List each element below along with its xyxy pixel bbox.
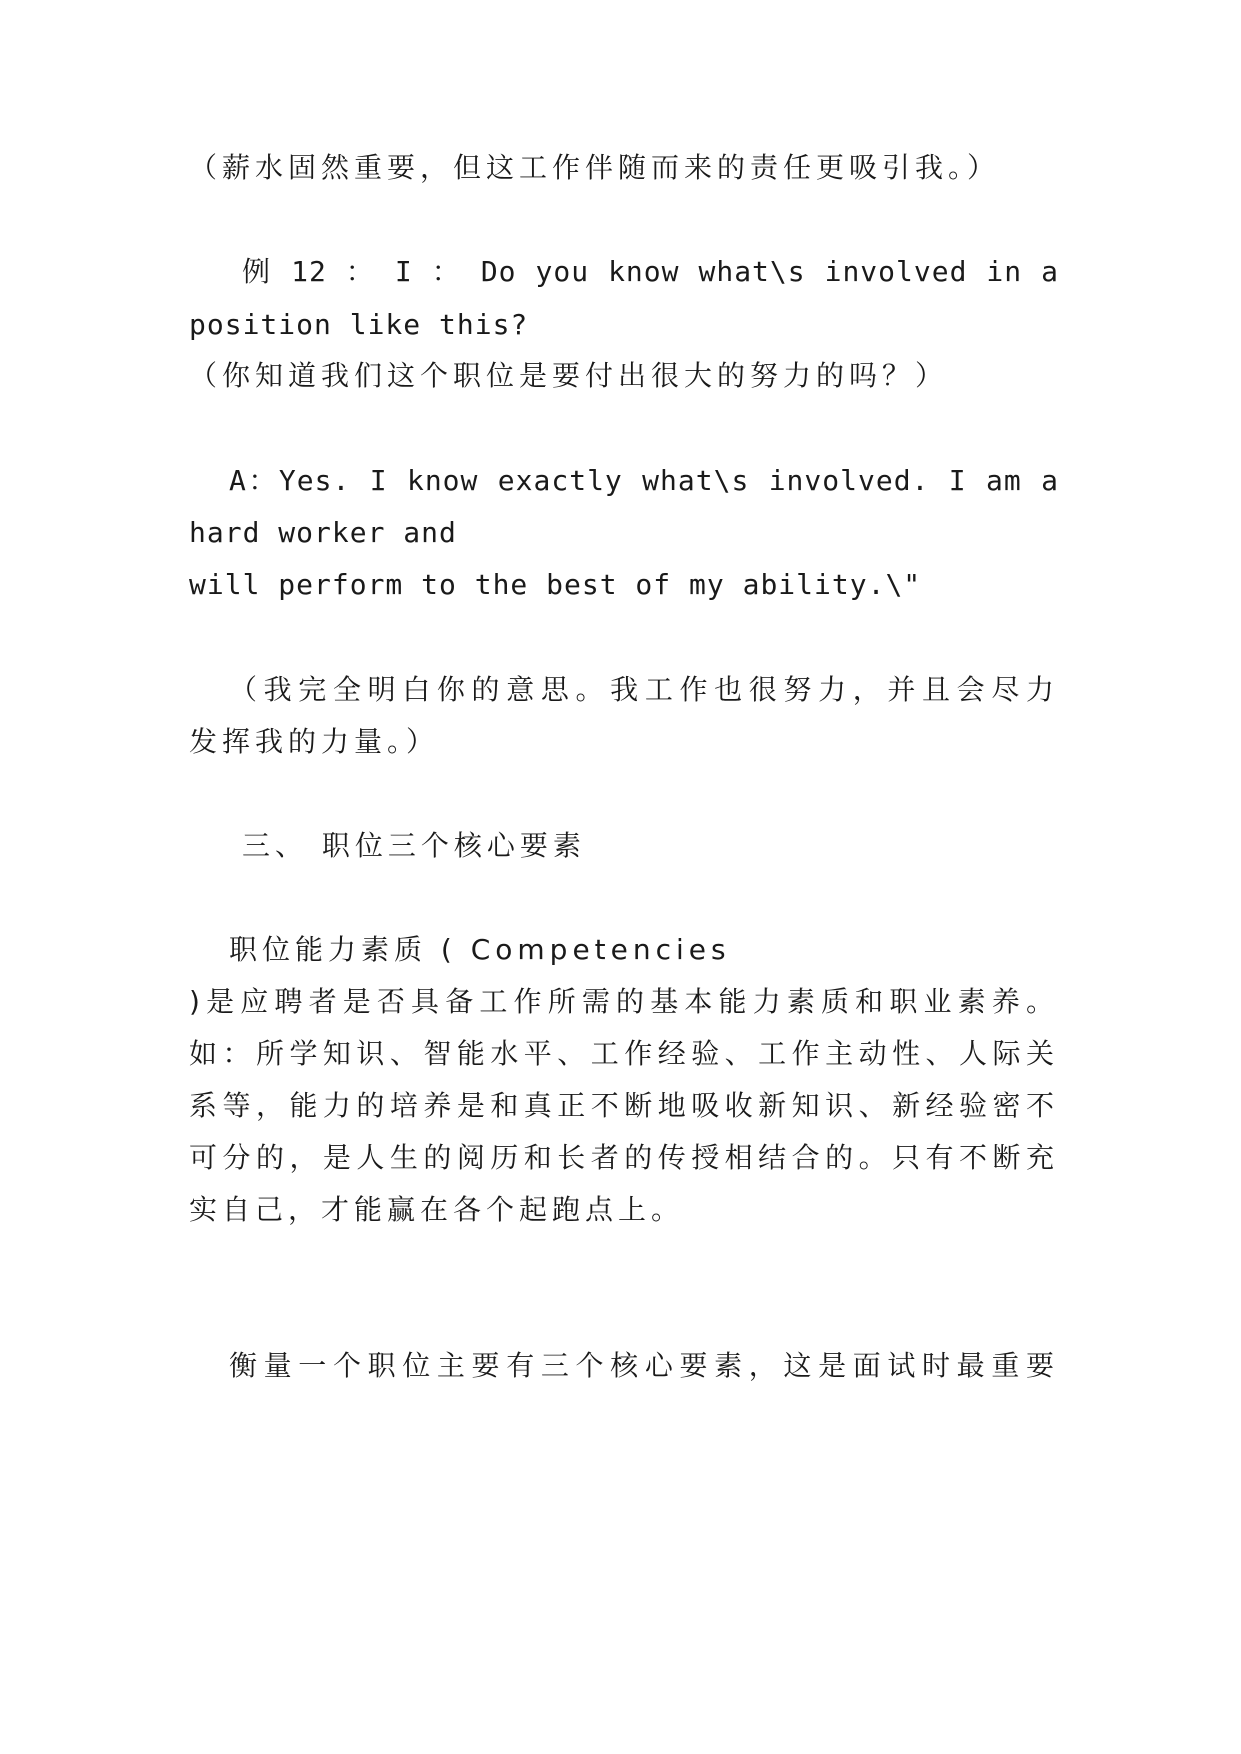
example-12-answer-line-1: A：Yes. I know exactly what\s involved. I am a — [229, 464, 1059, 497]
section-heading: 三、 职位三个核心要素 — [242, 829, 586, 862]
example-12-answer-line-2: hard worker and — [189, 516, 457, 549]
example-12-question-line-2: position like this? — [189, 308, 529, 341]
example-12-answer-line-3: will perform to the best of my ability.\" — [189, 568, 922, 601]
example-12-question-line-1: 例 12 ： I ： Do you know what\s involved in a — [242, 255, 1059, 288]
competencies-paragraph-line-2: )是应聘者是否具备工作所需的基本能力素质和职业素养。 — [189, 985, 1059, 1018]
example-12-answer-translation-line-1: （我完全明白你的意思。我工作也很努力，并且会尽力 — [229, 673, 1059, 706]
competencies-paragraph-line-6: 实自己，才能赢在各个起跑点上。 — [189, 1193, 685, 1226]
example-12-answer-translation-line-2: 发挥我的力量。） — [189, 725, 440, 758]
salary-translation-line: （薪水固然重要，但这工作伴随而来的责任更吸引我。） — [189, 151, 1001, 184]
core-elements-paragraph-line-1: 衡量一个职位主要有三个核心要素，这是面试时最重要 — [229, 1349, 1059, 1382]
competencies-paragraph-line-5: 可分的，是人生的阅历和长者的传授相结合的。只有不断充 — [189, 1141, 1059, 1174]
competencies-paragraph-line-3: 如：所学知识、智能水平、工作经验、工作主动性、人际关 — [189, 1037, 1059, 1070]
competencies-paragraph-line-4: 系等，能力的培养是和真正不断地吸收新知识、新经验密不 — [189, 1089, 1059, 1122]
competencies-paragraph-line-1: 职位能力素质 ( Competencies — [229, 933, 731, 966]
example-12-question-translation: （你知道我们这个职位是要付出很大的努力的吗？） — [189, 359, 949, 392]
